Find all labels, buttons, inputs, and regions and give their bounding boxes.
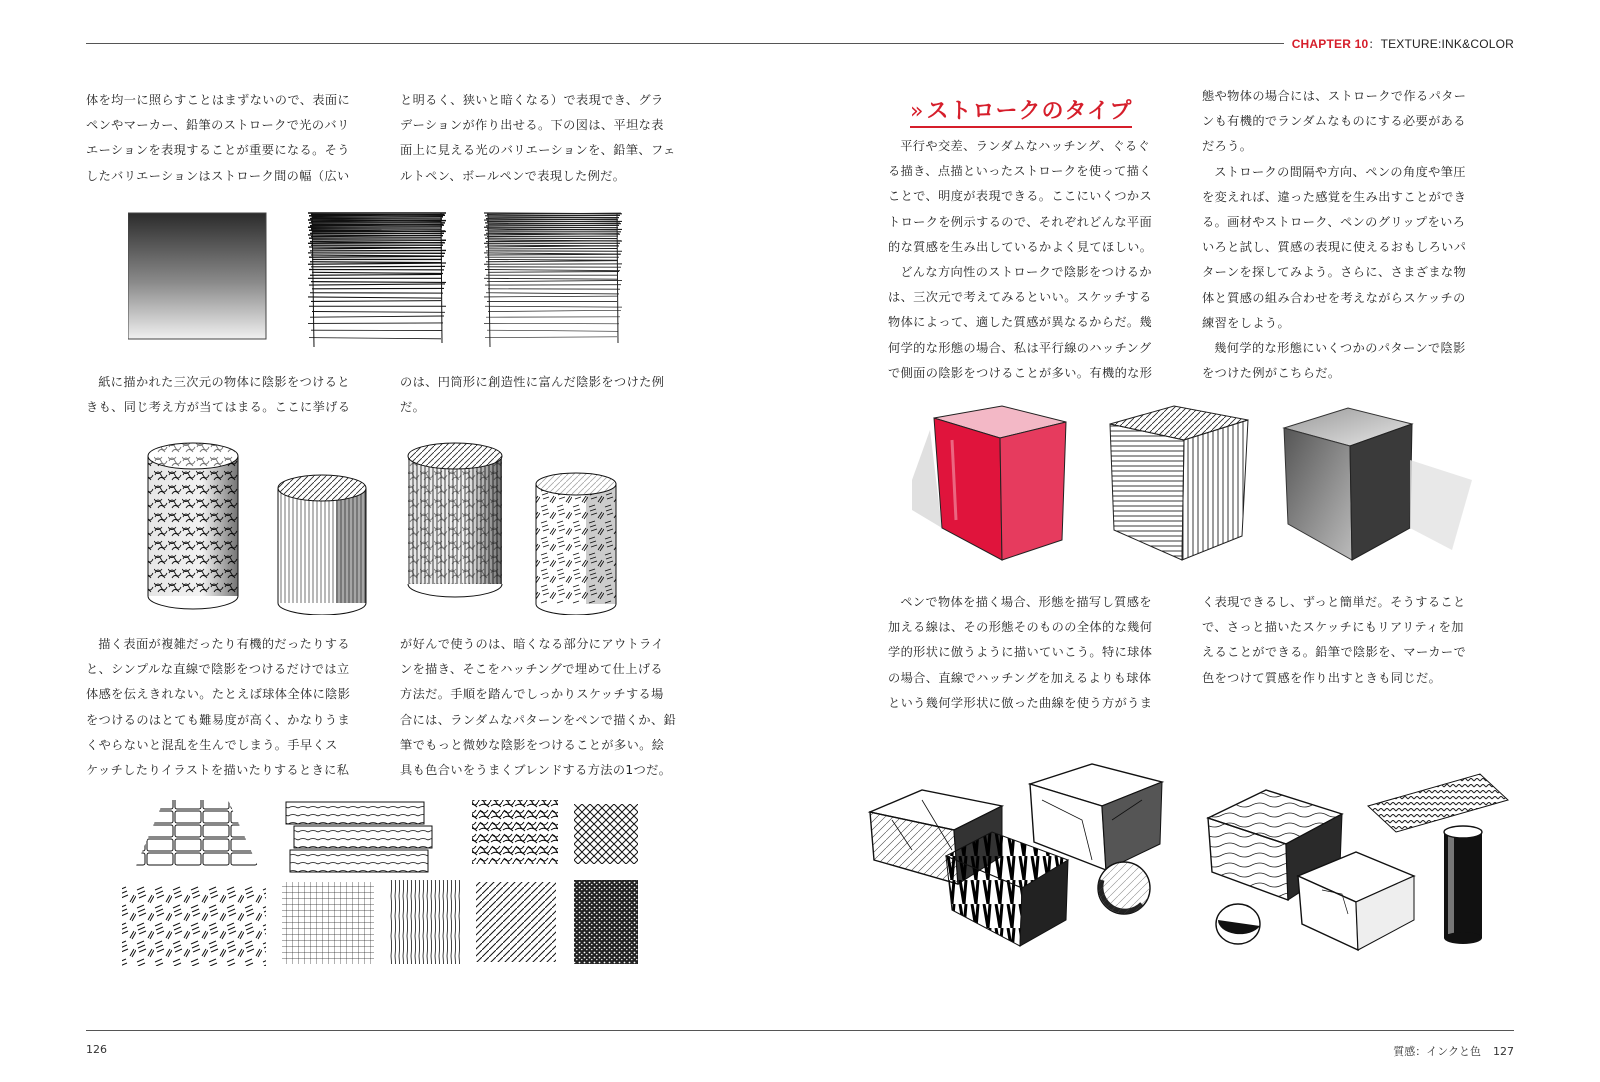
- text-line: 方法だ。手順を踏んでしっかりスケッチする場: [400, 687, 664, 702]
- text-line: ペンで物体を描く場合、形態を描写し質感を: [900, 595, 1152, 609]
- gradient-swatches-figure: [128, 208, 638, 348]
- text-line: 紙に描かれた三次元の物体に陰影をつけると: [98, 375, 350, 389]
- text-line: の場合、直線でハッチングを加えるよりも球体: [888, 670, 1152, 685]
- wood-plank-pattern-swatch: [286, 802, 432, 872]
- text-line: のは、円筒形に創造性に富んだ陰影をつけた例: [400, 375, 665, 389]
- footer-rule: [86, 1030, 1514, 1031]
- left-block3-col1: [86, 632, 376, 783]
- cross-hatch-cylinder: [536, 473, 616, 615]
- text-line: をつけるのはとても難易度が高く、かなりうま: [86, 712, 351, 727]
- text-line: 練習をしよう。: [1202, 315, 1291, 330]
- random-hatch-pattern-swatch: [122, 886, 266, 966]
- pencil-shaded-cube: [1284, 408, 1472, 560]
- section-title-underline: [910, 126, 1132, 128]
- text-line: で側面の陰影をつけることが多い。有機的な形: [888, 365, 1153, 380]
- left-page-number: 126: [86, 1043, 107, 1056]
- chapter-separator: ：: [1368, 37, 1381, 51]
- text-line: る。画材やストローク、ペンのグリップをいろ: [1202, 215, 1466, 230]
- text-line: 態や物体の場合には、ストロークで作るパター: [1202, 89, 1467, 103]
- left-block3-col2: [400, 632, 690, 783]
- pencil-gradient-swatch: [128, 213, 266, 339]
- dense-hatch-cylinder: [408, 443, 502, 597]
- textured-objects-figure: [862, 760, 1512, 960]
- chapter-label: CHAPTER 10: [1291, 37, 1369, 51]
- text-line: ことで、明度が表現できる。ここにいくつかス: [888, 189, 1153, 204]
- text-line: 筆でもっと微妙な陰影をつけることが多い。絵: [400, 737, 665, 752]
- left-block2-col2: [400, 370, 690, 420]
- text-line: だ。: [400, 400, 426, 415]
- chapter-title: TEXTURE:INK&COLOR: [1380, 37, 1514, 51]
- text-line: 学的形状に倣うように描いていこう。特に球体: [888, 645, 1153, 660]
- grid-hatch-pattern-swatch: [282, 882, 374, 964]
- text-line: ストロークの間隔や方向、ペンの角度や筆圧: [1214, 164, 1466, 179]
- text-line: 面上に見える光のバリエーションを、鉛筆、フェ: [400, 143, 676, 158]
- vertical-line-pattern-swatch: [390, 880, 462, 964]
- text-line: 的な質感を生み出しているかよく見てほしい。: [888, 239, 1153, 254]
- section-mark: »: [910, 99, 925, 124]
- chapter-heading: [1284, 35, 1514, 52]
- text-line: トロークを例示するので、それぞれどんな平面: [888, 214, 1153, 229]
- black-cylinder-sketch: [1444, 826, 1482, 944]
- vertical-line-cylinder: [278, 475, 366, 615]
- text-line: ペンやマーカー、鉛筆のストロークで光のバリ: [86, 118, 350, 133]
- text-line: くやらないと混乱を生んでしまう。手早くス: [86, 737, 338, 752]
- left-block1-col2: [400, 88, 690, 189]
- text-line: で、さっと描いたスケッチにもリアリティを加: [1202, 620, 1464, 635]
- text-line: く表現できるし、ずっと簡単だ。そうすること: [1202, 595, 1466, 609]
- text-line: ンも有機的でランダムなものにする必要がある: [1202, 114, 1466, 129]
- right-block1-col2: [1202, 84, 1492, 386]
- diagonal-line-pattern-swatch: [476, 882, 556, 962]
- left-block2-col1: [86, 370, 376, 420]
- text-line: したバリエーションはストローク間の幅（広い: [86, 168, 350, 183]
- text-line: きも、同じ考え方が当てはまる。ここに挙げる: [86, 400, 351, 415]
- text-line: 物体によって、適した質感が異なるからだ。幾: [888, 315, 1153, 330]
- text-line: 体を均一に照らすことはまずないので、表面に: [86, 93, 351, 107]
- shaded-sphere-sketch: [1098, 862, 1150, 914]
- felt-pen-gradient-swatch: [308, 213, 446, 347]
- text-line: と、シンプルな直線で陰影をつけるだけでは立: [86, 662, 350, 677]
- stroke-pattern-swatches-figure: [118, 796, 648, 971]
- cross-hatch-pattern-swatch: [574, 804, 638, 864]
- section-title-text: ストロークのタイプ: [926, 99, 1133, 124]
- text-line: えることができる。鉛筆で陰影を、マーカーで: [1202, 645, 1467, 660]
- text-line: ターンを探してみよう。さらに、さまざまな物: [1202, 265, 1467, 280]
- text-line: をつけた例がこちらだ。: [1202, 366, 1341, 381]
- text-line: 体と質感の組み合わせを考えながらスケッチの: [1202, 290, 1466, 305]
- text-line: ルトペン、ボールペンで表現した例だ。: [400, 168, 626, 183]
- scribble-pattern-swatch: [472, 800, 558, 864]
- left-block1-col1: [86, 88, 376, 189]
- knit-texture-mat-sketch: [1368, 774, 1508, 832]
- red-marker-cube: [912, 406, 1066, 560]
- text-line: 描く表面が複雑だったり有機的だったりする: [98, 637, 350, 651]
- right-block2-col2: [1202, 590, 1492, 691]
- text-line: どんな方向性のストロークで陰影をつけるか: [900, 265, 1152, 280]
- line-hatch-cube: [1110, 406, 1248, 560]
- text-line: 平行や交差、ランダムなハッチング、ぐるぐ: [900, 139, 1151, 153]
- text-line: は、三次元で考えてみるといい。スケッチする: [888, 290, 1152, 305]
- text-line: ケッチしたりイラストを描いたりするときに私: [86, 763, 350, 778]
- shaded-cubes-figure: [912, 400, 1492, 580]
- text-line: 合には、ランダムなパターンをペンで描くか、鉛: [400, 712, 677, 727]
- text-line: と明るく、狭いと暗くなる）で表現でき、グラ: [400, 93, 664, 107]
- text-line: だろう。: [1202, 139, 1253, 154]
- right-block1-col1: [888, 134, 1178, 386]
- text-line: を変えれば、違った感覚を生み出すことができ: [1202, 189, 1467, 204]
- bark-texture-box-sketch: [946, 832, 1068, 946]
- text-line: いろと試し、質感の表現に使えるおもしろいパ: [1202, 240, 1467, 255]
- text-line: が好んで使うのは、暗くなる部分にアウトライ: [400, 637, 664, 651]
- text-line: 加える線は、その形態そのものの全体的な幾何: [888, 620, 1153, 635]
- right-page-footer: [1393, 1043, 1514, 1059]
- right-page-number: 127: [1493, 1045, 1514, 1058]
- stipple-pattern-swatch: [574, 880, 638, 964]
- bowl-sketch: [1216, 904, 1260, 944]
- right-block2-col1: [888, 590, 1178, 716]
- text-line: 幾何学的な形態にいくつかのパターンで陰影: [1214, 341, 1466, 356]
- text-line: 体感を伝えきれない。たとえば球体全体に陰影: [86, 687, 351, 702]
- text-line: エーションを表現することが重要になる。そう: [86, 143, 350, 158]
- text-line: 何学的な形態の場合、私は平行線のハッチング: [888, 340, 1152, 355]
- text-line: ンを描き、そこをハッチングで埋めて仕上げる: [400, 662, 663, 677]
- text-line: る描き、点描といったストロークを使って描く: [888, 164, 1152, 179]
- text-line: 具も色合いをうまくブレンドする方法の1つだ。: [400, 763, 672, 778]
- text-line: という幾何学形状に倣った曲線を使う方がうま: [888, 695, 1153, 710]
- ballpoint-gradient-swatch: [484, 213, 622, 347]
- text-line: 色をつけて質感を作り出すときも同じだ。: [1202, 670, 1442, 685]
- right-page-title: 質感：インクと色: [1393, 1045, 1481, 1058]
- text-line: デーションが作り出せる。下の図は、平坦な表: [400, 118, 664, 133]
- scribble-cylinder: [148, 443, 238, 609]
- shaded-cylinders-figure: [140, 440, 620, 615]
- section-title: [910, 94, 1132, 125]
- brick-pattern-swatch: [136, 800, 258, 866]
